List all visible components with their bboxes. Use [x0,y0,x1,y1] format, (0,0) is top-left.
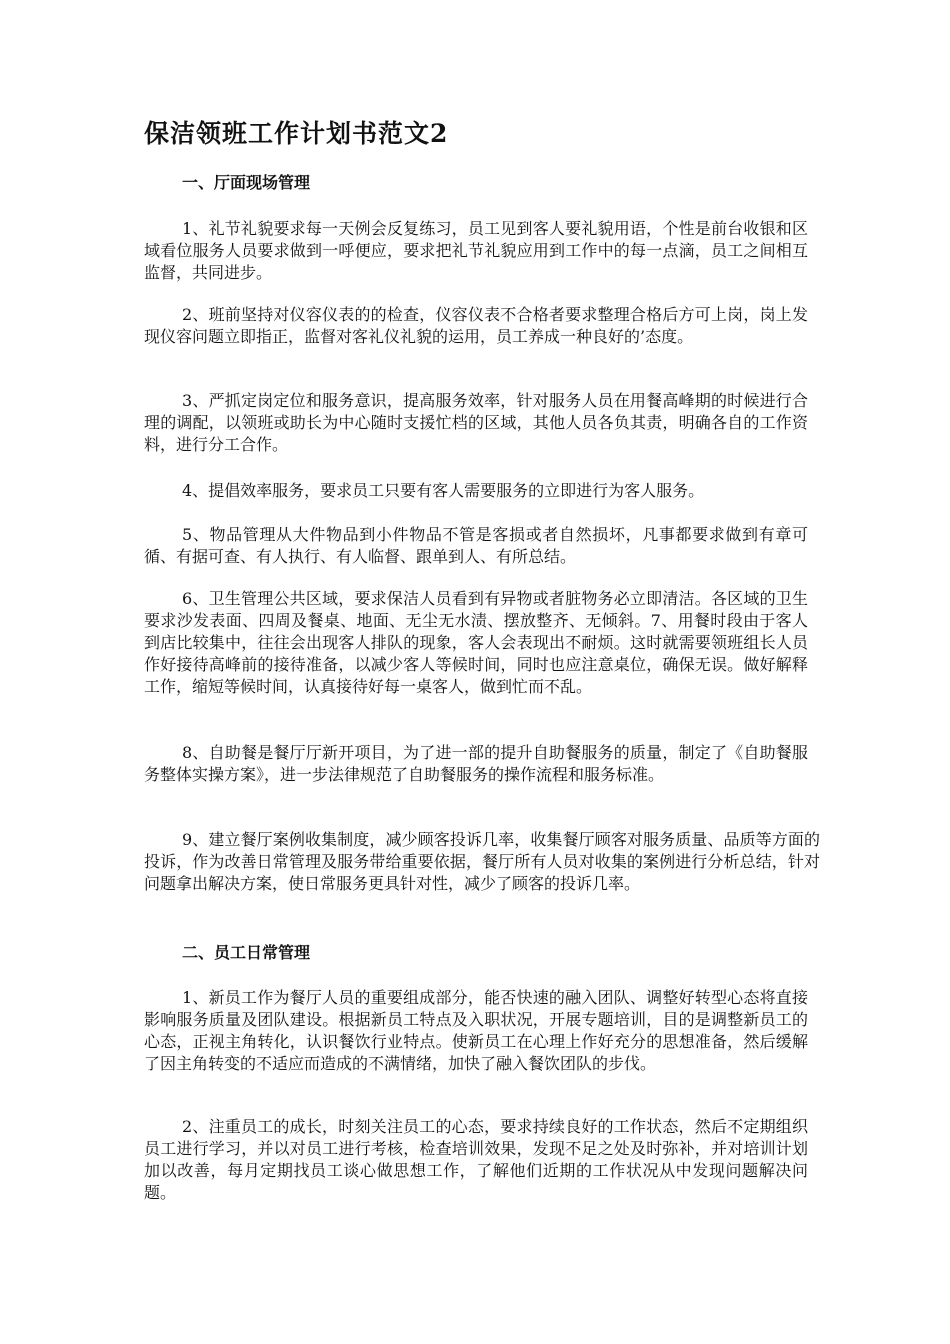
paragraph-etiquette: 1、礼节礼貌要求每一天例会反复练习，员工见到客人要礼貌用语，个性是前台收银和区域看位服务人员要求做到一呼便应，要求把礼节礼貌应用到工作中的每一点滴，员工之间相互监督，共同进步。 [144,219,808,282]
paragraph-appearance-check: 2、班前坚持对仪容仪表的的检查，仪容仪表不合格者要求整理合格后方可上岗，岗上发现仪容问题立即指正，监督对客礼仪礼貌的运用，员工养成一种良好的’态度。 [144,305,808,346]
paragraph-efficient-service: 4、提倡效率服务，要求员工只要有客人需要服务的立即进行为客人服务。 [182,481,705,500]
paragraph-item-management: 5、物品管理从大件物品到小件物品不管是客损或者自然损坏，凡事都要求做到有章可循、有据可查、有人执行、有人临督、跟单到人、有所总结。 [144,525,808,566]
section-heading-staff-management: 二、员工日常管理 [182,943,311,962]
paragraph-buffet-service: 8、自助餐是餐厅厅新开项目，为了进一部的提升自助餐服务的质量，制定了《自助餐服务整体实操方案》，进一步法律规范了自助餐服务的操作流程和服务标准。 [144,743,808,784]
paragraph-new-staff: 1、新员工作为餐厅人员的重要组成部分，能否快速的融入团队、调整好转型心态将直接影响服务质量及团队建设。根据新员工特点及入职状况，开展专题培训，目的是调整新员工的心态，正视主角转化，认识餐饮行业特点。使新员工在心理上作好充分的思想准备，然后缓解了因主角转变的不适应而造成的不满情绪，加快了融入餐饮团队的步伐。 [144,988,808,1073]
section-heading-floor-management: 一、厅面现场管理 [182,173,311,192]
document-title: 保洁领班工作计划书范文2 [144,119,449,148]
paragraph-post-assignment: 3、严抓定岗定位和服务意识，提高服务效率，针对服务人员在用餐高峰期的时候进行合理的调配，以领班或助长为中心随时支援忙档的区域，其他人员各负其责，明确各自的工作资料，进行分工合作。 [144,391,808,454]
paragraph-case-collection: 9、建立餐厅案例收集制度，减少顾客投诉几率，收集餐厅顾客对服务质量、品质等方面的投诉，作为改善日常管理及服务带给重要依据，餐厅所有人员对收集的案例进行分析总结，针对问题拿出解决方案，使日常服务更具针对性，减少了顾客的投诉几率。 [144,830,820,893]
paragraph-staff-growth: 2、注重员工的成长，时刻关注员工的心态，要求持续良好的工作状态，然后不定期组织员工进行学习，并以对员工进行考核，检查培训效果，发现不足之处及时弥补，并对培训计划加以改善，每月定期找员工谈心做思想工作，了解他们近期的工作状况从中发现问题解决问题。 [144,1117,808,1202]
paragraph-hygiene-management: 6、卫生管理公共区域，要求保洁人员看到有异物或者脏物务必立即清洁。各区域的卫生要求沙发表面、四周及餐桌、地面、无尘无水渍、摆放整齐、无倾斜。7、用餐时段由于客人到店比较集中，往往会出现客人排队的现象，客人会表现出不耐烦。这时就需要领班组长人员作好接待高峰前的接待准备，以减少客人等候时间，同时也应注意桌位，确保无误。做好解释工作，缩短等候时间，认真接待好每一桌客人，做到忙而不乱。 [144,589,808,696]
